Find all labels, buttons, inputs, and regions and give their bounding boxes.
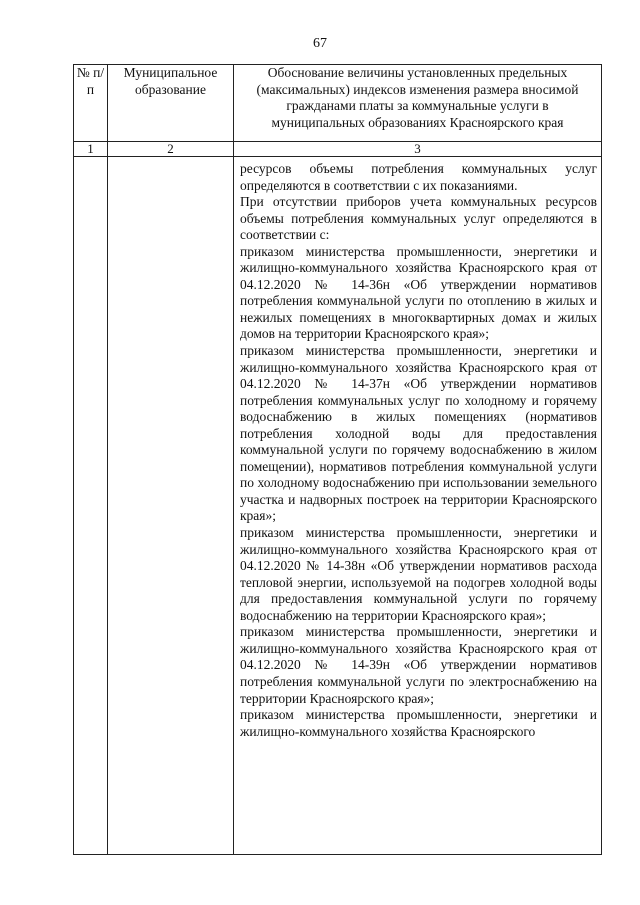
row-number-cell: [74, 157, 108, 855]
column-number-3: 3: [234, 142, 602, 157]
row-justification-cell: [234, 157, 602, 855]
paragraph: приказом министерства промышленности, энергетики и жилищно-коммунального хозяйства Красноярского: [240, 707, 597, 739]
header-number: № п/п: [74, 65, 108, 142]
page-number: 67: [313, 36, 327, 51]
paragraph: ресурсов объемы потребления коммунальных услуг определяются в соответствии с их показаниями.: [240, 161, 597, 193]
column-number-2: 2: [108, 142, 234, 157]
header-justification: Обоснование величины установленных предельных (максимальных) индексов изменения размера вносимой гражданами платы за коммунальные услуги в муниципальных образованиях Красноярского края: [234, 65, 602, 142]
column-number-1: 1: [74, 142, 108, 157]
paragraph: приказом министерства промышленности, энергетики и жилищно-коммунального хозяйства Красноярского края от 04.12.2020 № 14-36н «Об утверждении нормативов потребления коммунальной услуги по отоплению в жилых и нежилых помещениях в многоквартирных домах и жилых домов на территории Красноярского края»;: [240, 243, 597, 342]
paragraph: приказом министерства промышленности, энергетики и жилищно-коммунального хозяйства Красноярского края от 04.12.2020 № 14-37н «Об утверждении нормативов потребления коммунальных услуг по холодному и горячему водоснабжению в жилых помещениях (нормативов потребления холодной воды для предоставления коммунальной услуги по горячему водоснабжению в жилом помещении), нормативов потребления коммунальной услуги по холодному водоснабжению при использовании земельного участка и надворных построек на территории Красноярского края»;: [240, 343, 597, 524]
paragraph: При отсутствии приборов учета коммунальных ресурсов объемы потребления коммунальных услуг определяются в соответствии с:: [240, 194, 597, 243]
row-municipality-cell: [108, 157, 234, 855]
header-municipality: Муниципальное образование: [108, 65, 234, 142]
column-number-row: [74, 142, 602, 157]
justification-table: [73, 64, 602, 855]
table-header-row: [74, 65, 602, 142]
table-row: [74, 157, 602, 855]
paragraph: приказом министерства промышленности, энергетики и жилищно-коммунального хозяйства Красноярского края от 04.12.2020 № 14-38н «Об утверждении нормативов расхода тепловой энергии, используемой на подогрев холодной воды для предоставления коммунальной услуги по горячему водоснабжению на территории Красноярского края»;: [240, 525, 597, 623]
paragraph: приказом министерства промышленности, энергетики и жилищно-коммунального хозяйства Красноярского края от 04.12.2020 № 14-39н «Об утверждении нормативов потребления коммунальной услуги по электроснабжению на территории Красноярского края»;: [240, 624, 597, 706]
